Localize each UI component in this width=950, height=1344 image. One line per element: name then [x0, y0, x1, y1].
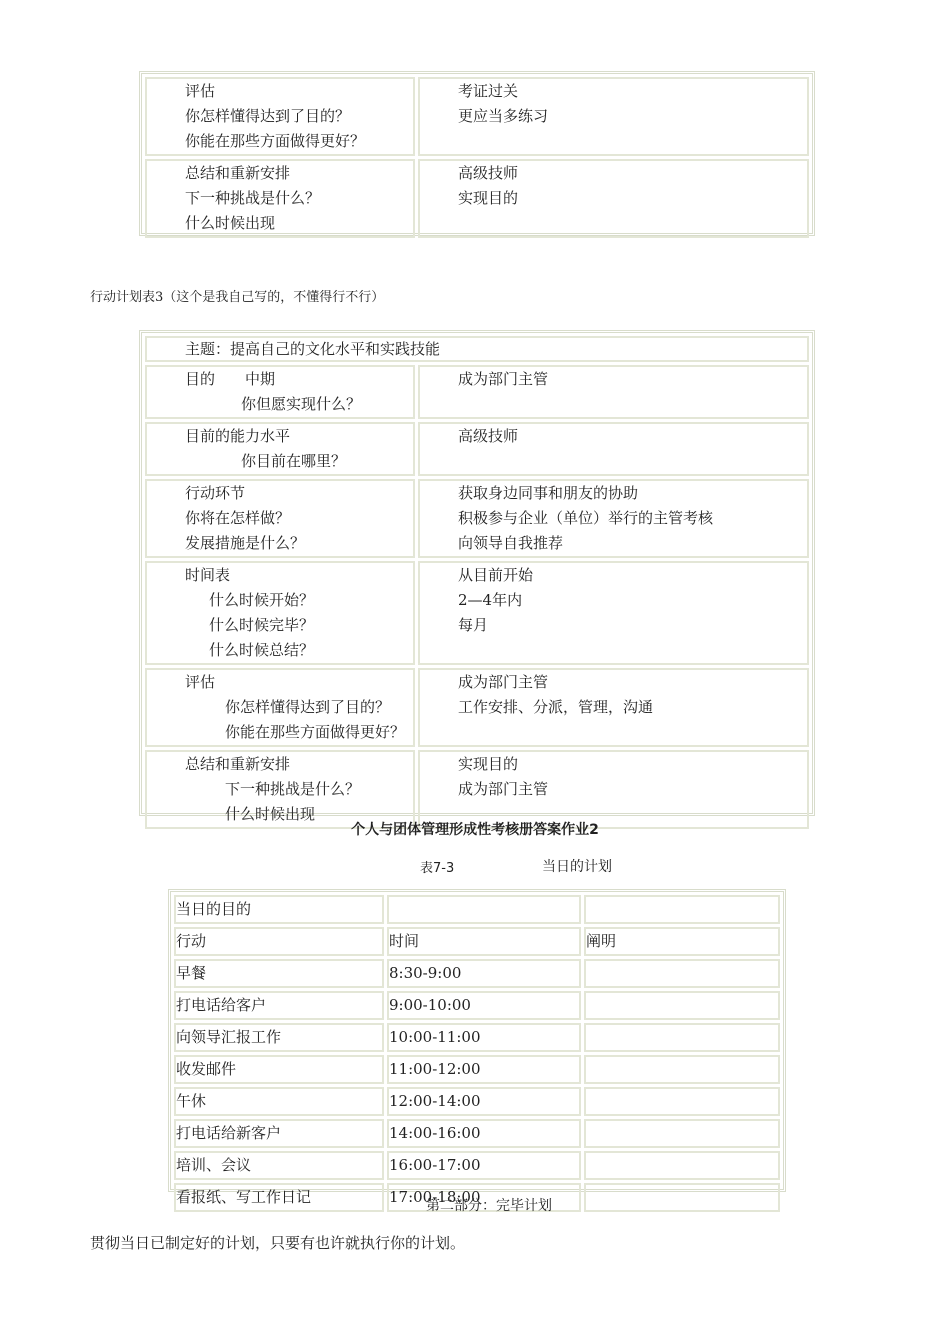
table-cell [418, 365, 809, 419]
time-cell: 12:00-14:00 [387, 1087, 581, 1116]
cell-line: 下一种挑战是什么？ [225, 780, 361, 798]
plan-caption: 行动计划表3（这个是我自己写的，不懂得行不行） [90, 290, 385, 305]
cell-line: 总结和重新安排 [185, 755, 291, 773]
note-cell [584, 1023, 780, 1052]
cell-line: 评估 [185, 673, 216, 691]
note-cell [584, 1119, 780, 1148]
table-cell [418, 561, 809, 665]
cell-line: 目前的能力水平 [185, 427, 291, 445]
note-cell [584, 1055, 780, 1084]
action-cell: 向领导汇报工作 [174, 1023, 384, 1052]
cell-line: 实现目的 [458, 755, 519, 773]
table-cell [145, 159, 415, 238]
note-cell [584, 1151, 780, 1180]
cell-line: 成为部门主管 [458, 673, 549, 691]
cell-line: 2—4年内 [458, 591, 523, 609]
cell-line: 什么时候总结？ [209, 641, 315, 659]
note-cell [584, 1087, 780, 1116]
time-cell: 10:00-11:00 [387, 1023, 581, 1052]
table-label: 表7-3 [420, 861, 455, 876]
cell-line: 总结和重新安排 [185, 164, 291, 182]
section-heading: 个人与团体管理形成性考核册答案作业2 [351, 822, 599, 838]
time-cell: 14:00-16:00 [387, 1119, 581, 1148]
cell-line: 每月 [458, 616, 489, 634]
cell-line: 你能在那些方面做得更好？ [225, 723, 406, 741]
time-cell: 11:00-12:00 [387, 1055, 581, 1084]
evaluation-table-top [139, 71, 815, 236]
cell-line: 考证过关 [458, 82, 519, 100]
cell-line: 你怎样懂得达到了目的？ [225, 698, 391, 716]
cell-line: 从目前开始 [458, 566, 534, 584]
action-cell: 打电话给客户 [174, 991, 384, 1020]
cell-line: 目的 中期 [185, 370, 276, 388]
time-cell: 8:30-9:00 [387, 959, 581, 988]
table-cell [145, 479, 415, 558]
cell-line: 什么时候开始？ [209, 591, 315, 609]
cell-line: 你目前在哪里？ [241, 452, 347, 470]
table-row [174, 1055, 780, 1084]
theme-text: 主题：提高自己的文化水平和实践技能 [185, 340, 441, 358]
note-cell [584, 1183, 780, 1212]
header-cell [387, 927, 581, 956]
table-cell [145, 365, 415, 419]
table-cell [584, 895, 780, 924]
table-cell [145, 422, 415, 476]
table-cell [145, 561, 415, 665]
table-title: 当日的计划 [542, 859, 612, 875]
cell-line: 你但愿实现什么？ [241, 395, 362, 413]
table-row [174, 1151, 780, 1180]
cell-line: 评估 [185, 82, 216, 100]
cell-line: 你能在那些方面做得更好？ [185, 132, 366, 150]
table-row [174, 959, 780, 988]
goal-label: 当日的目的 [176, 900, 252, 918]
time-cell: 16:00-17:00 [387, 1151, 581, 1180]
cell-line: 高级技师 [458, 427, 519, 445]
cell-line: 更应当多练习 [458, 107, 549, 125]
cell-line: 你将在怎样做？ [185, 509, 291, 527]
table-cell [145, 77, 415, 156]
closing-paragraph: 贯彻当日已制定好的计划，只要有也许就执行你的计划。 [90, 1234, 466, 1252]
header-cell [584, 927, 780, 956]
part-two-caption: 第二部分：完毕计划 [426, 1198, 552, 1214]
cell-line: 发展措施是什么？ [185, 534, 306, 552]
table-cell [418, 668, 809, 747]
table-cell [418, 422, 809, 476]
table-row [174, 1023, 780, 1052]
note-cell [584, 959, 780, 988]
action-cell: 培训、会议 [174, 1151, 384, 1180]
table-row [174, 1119, 780, 1148]
table-cell [145, 668, 415, 747]
header-label: 阐明 [586, 932, 617, 950]
cell-line: 高级技师 [458, 164, 519, 182]
time-cell: 9:00-10:00 [387, 991, 581, 1020]
cell-line: 时间表 [185, 566, 231, 584]
table-cell [418, 77, 809, 156]
table-cell [418, 750, 809, 829]
table-row [174, 1087, 780, 1116]
action-cell: 看报纸、写工作日记 [174, 1183, 384, 1212]
table-row [174, 991, 780, 1020]
cell-line: 下一种挑战是什么？ [185, 189, 321, 207]
header-label: 行动 [176, 932, 207, 950]
header-cell [174, 927, 384, 956]
cell-line: 你怎样懂得达到了目的？ [185, 107, 351, 125]
cell-line: 成为部门主管 [458, 780, 549, 798]
cell-line: 向领导自我推荐 [458, 534, 564, 552]
table-cell [145, 750, 415, 829]
action-cell: 打电话给新客户 [174, 1119, 384, 1148]
header-label: 时间 [389, 932, 420, 950]
action-cell: 午休 [174, 1087, 384, 1116]
action-cell: 收发邮件 [174, 1055, 384, 1084]
cell-line: 工作安排、分派，管理，沟通 [458, 698, 654, 716]
cell-line: 什么时候出现 [185, 214, 276, 232]
table-cell [387, 895, 581, 924]
action-plan-table [139, 330, 815, 823]
cell-line: 实现目的 [458, 189, 519, 207]
cell-line: 积极参与企业（单位）举行的主管考核 [458, 509, 714, 527]
action-cell: 早餐 [174, 959, 384, 988]
note-cell [584, 991, 780, 1020]
time-cell: 17:00-18:00 [387, 1183, 581, 1212]
table-cell [174, 895, 384, 924]
cell-line: 行动环节 [185, 484, 246, 502]
theme-cell [145, 336, 809, 362]
cell-line: 获取身边同事和朋友的协助 [458, 484, 639, 502]
cell-line: 成为部门主管 [458, 370, 549, 388]
cell-line: 什么时候完毕？ [209, 616, 315, 634]
table-cell [418, 479, 809, 558]
table-cell [418, 159, 809, 238]
cell-line: 什么时候出现 [225, 805, 316, 823]
